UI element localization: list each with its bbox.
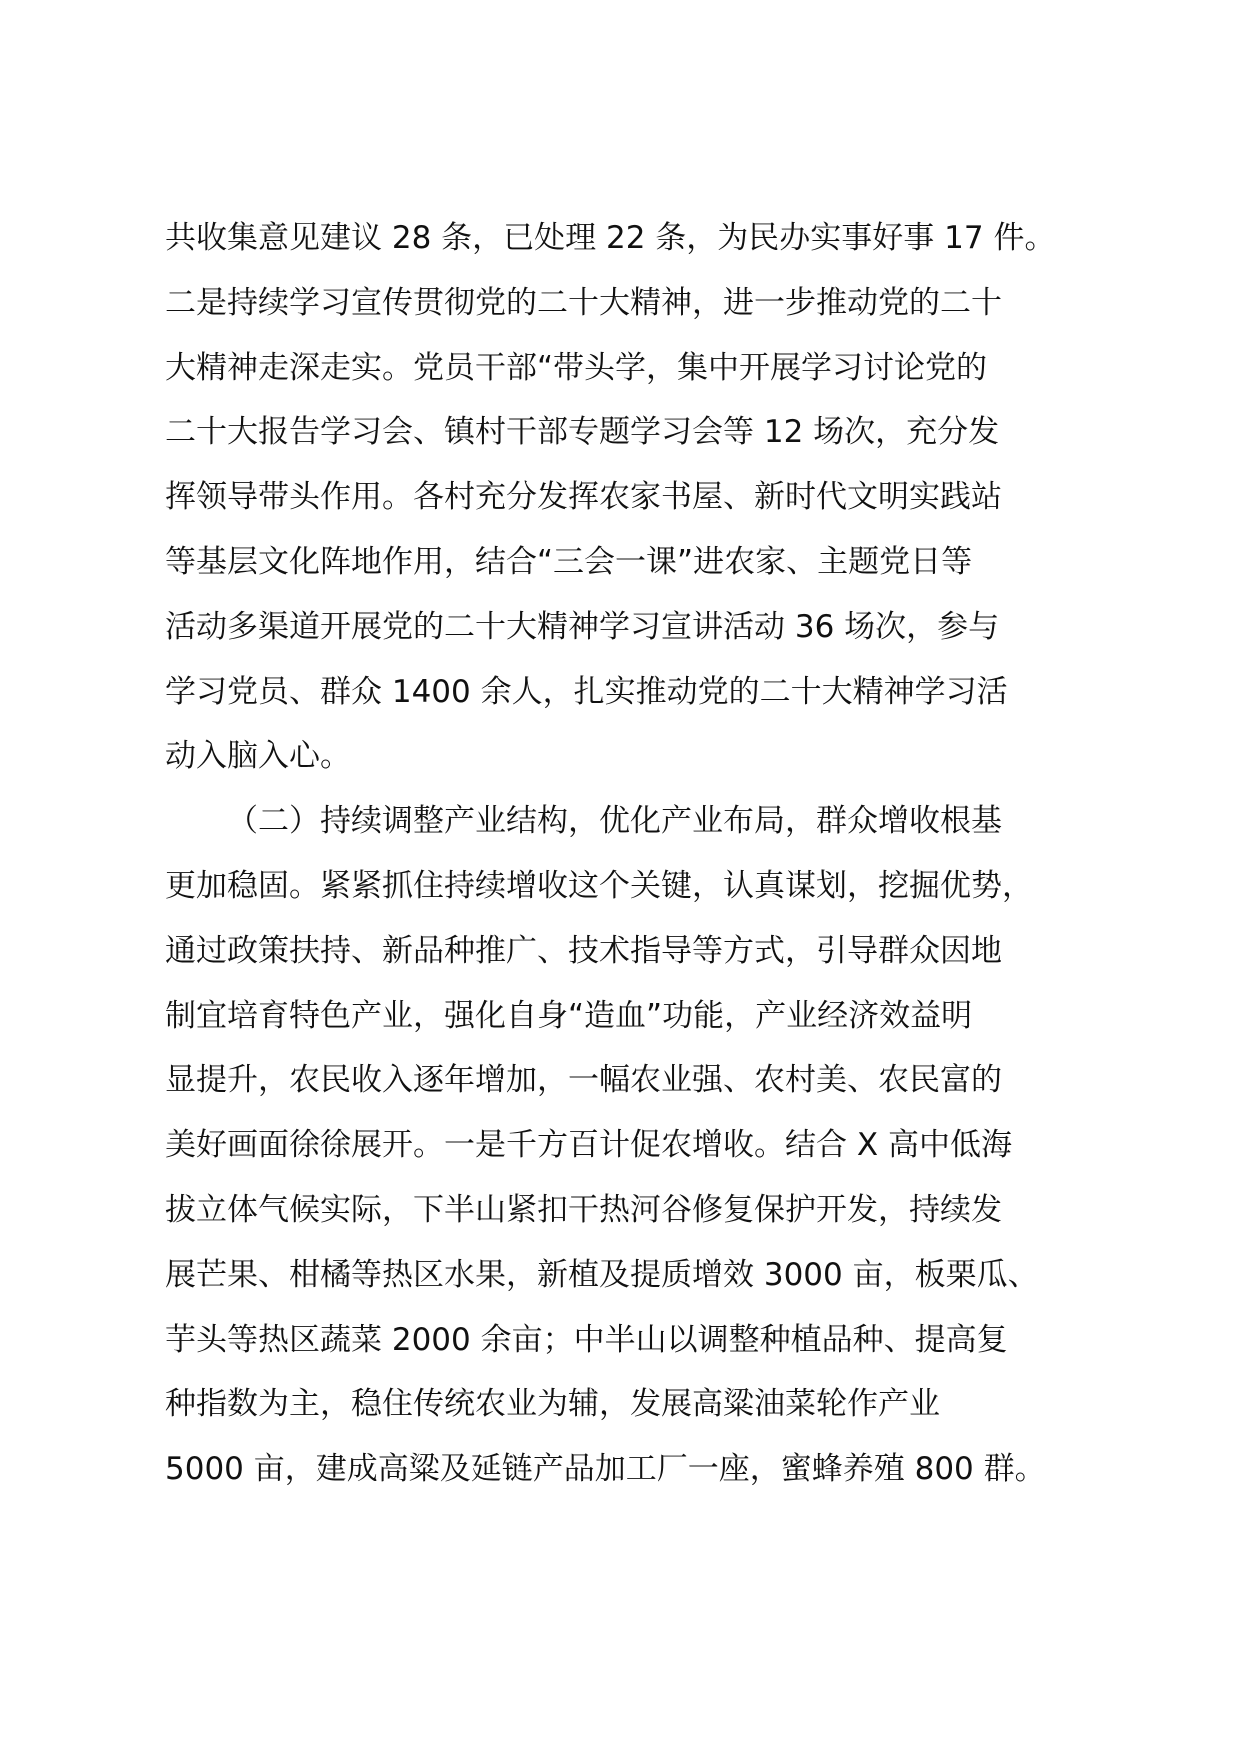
text-line: 大精神走深走实。党员干部“带头学，集中开展学习讨论党的 xyxy=(165,349,988,386)
text-line: 挥领导带头作用。各村充分发挥农家书屋、新时代文明实践站 xyxy=(165,479,1002,516)
text-line: 学习党员、群众 1400 余人，扎实推动党的二十大精神学习活 xyxy=(165,673,1008,710)
text-line: 二是持续学习宣传贯彻党的二十大精神，进一步推动党的二十 xyxy=(165,284,1002,321)
text-line: 5000 亩，建成高粱及延链产品加工厂一座，蜜蜂养殖 800 群。 xyxy=(165,1451,1046,1488)
body-text xyxy=(165,206,1125,1502)
text-line: 显提升，农民收入逐年增加，一幅农业强、农村美、农民富的 xyxy=(165,1062,1002,1099)
text-line: 动入脑入心。 xyxy=(165,738,351,775)
text-line: 拔立体气候实际，下半山紧扣干热河谷修复保护开发，持续发 xyxy=(165,1191,1002,1228)
text-line: 美好画面徐徐展开。一是千方百计促农增收。结合 X 高中低海 xyxy=(165,1127,1012,1164)
text-line: 制宜培育特色产业，强化自身“造血”功能，产业经济效益明 xyxy=(165,997,973,1034)
text-line: 等基层文化阵地作用，结合“三会一课”进农家、主题党日等 xyxy=(165,543,973,580)
text-line: 展芒果、柑橘等热区水果，新植及提质增效 3000 亩，板栗瓜、 xyxy=(165,1256,1039,1293)
text-line: 更加稳固。紧紧抓住持续增收这个关键，认真谋划，挖掘优势， xyxy=(165,867,1033,904)
text-line: 活动多渠道开展党的二十大精神学习宣讲活动 36 场次，参与 xyxy=(165,608,1000,645)
text-line: 芋头等热区蔬菜 2000 余亩；中半山以调整种植品种、提高复 xyxy=(165,1321,1008,1358)
text-line: 种指数为主，稳住传统农业为辅，发展高粱油菜轮作产业 xyxy=(165,1386,940,1423)
text-line: 通过政策扶持、新品种推广、技术指导等方式，引导群众因地 xyxy=(165,932,1002,969)
text-line: 共收集意见建议 28 条，已处理 22 条，为民办实事好事 17 件。 xyxy=(165,220,1056,256)
section-heading-line: （二）持续调整产业结构，优化产业布局，群众增收根基 xyxy=(227,803,1002,840)
text-line: 二十大报告学习会、镇村干部专题学习会等 12 场次，充分发 xyxy=(165,414,1000,451)
